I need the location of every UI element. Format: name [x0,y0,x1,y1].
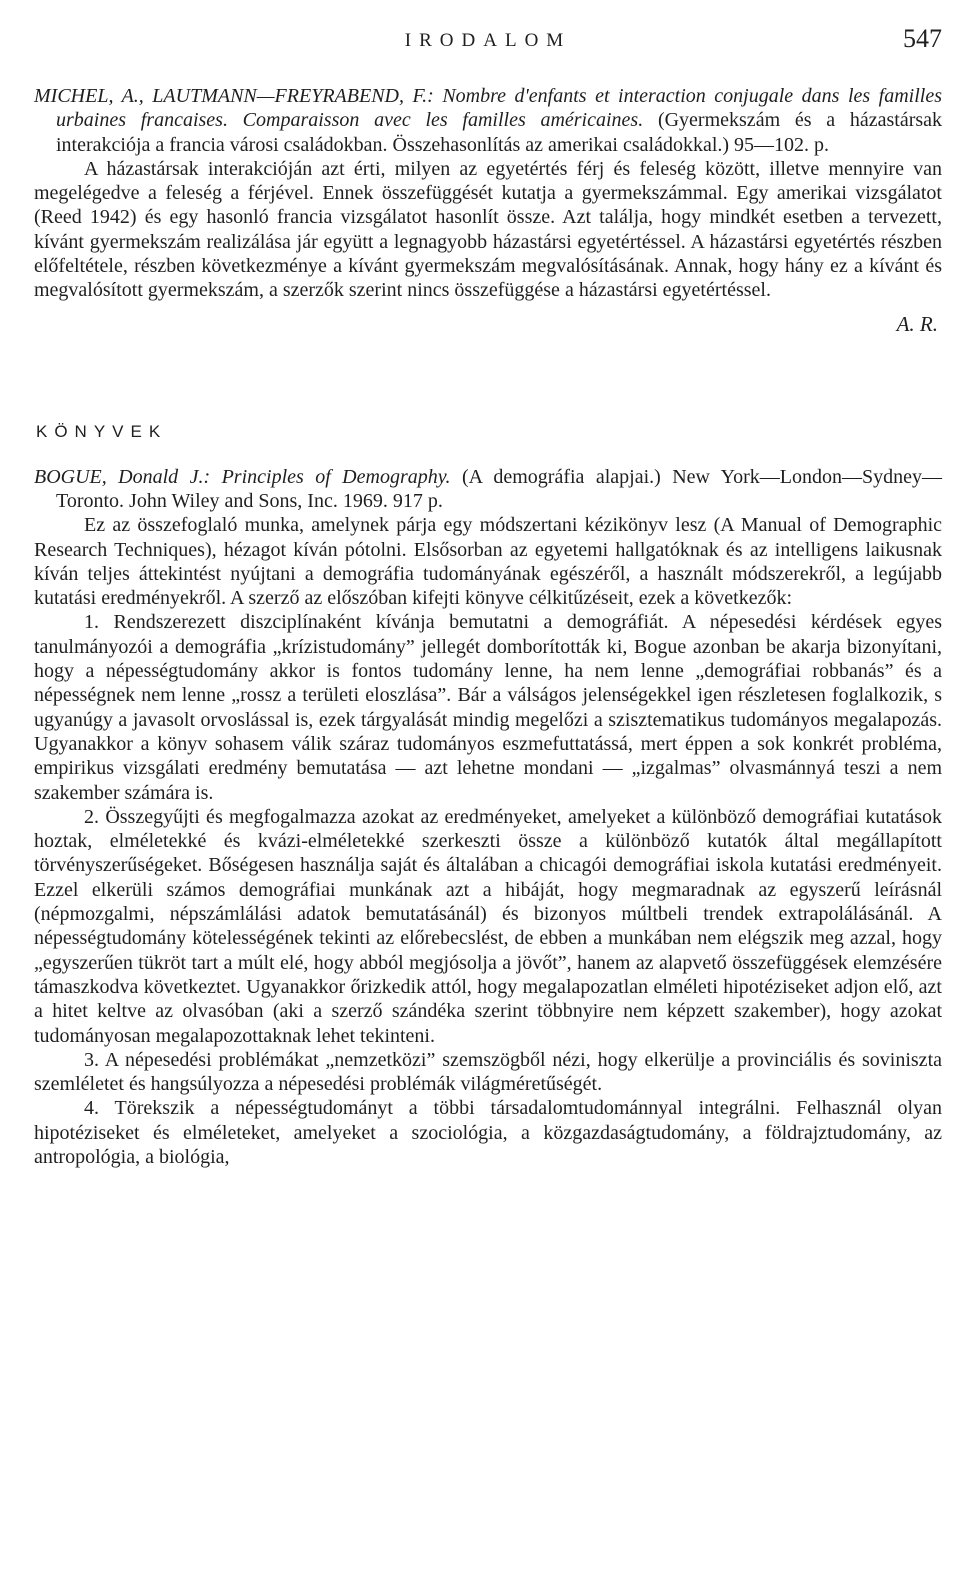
review-2-paragraph-point-1: 1. Rendszerezett diszciplínaként kívánja bemutatni a demográfiát. A népesedési kérdések egyes tanulmányozói a demográfia „krízistudomány” jellegét domborították ki, Bogue azonban be akarja bizonyítani, hogy a népességtudomány akkor is fontos tudomány lenne, ha nem lenne „demográfiai robbanás” és a népességnek nem lenne „rossz a területi eloszlása”. Bár a válságos jelenségekkel igen részletesen foglalkozik, s ugyanúgy a javasolt orvoslással is, ezek tárgyalását mindig megelőzi a szisztematikus tudományos megalapozás. Ugyanakkor a könyv sohasem válik száraz tudományos eszmefuttatássá, mert éppen a sok konkrét probléma, empirikus vizsgálati eredmény bemutatása — azt lehetne mondani — „izgalmas” olvasmánnyá teszi a nem szakember számára is. [34,611,942,804]
review-1-author: MICHEL, A., LAUTMANN—FREYRABEND, F.: [34,85,434,107]
review-2-citation [34,465,942,514]
review-1-body: A házastársak interakcióján azt érti, milyen az egyetértés férj és feleség között, illetve mennyire van megelégedve a feleség a férjével. Ennek összefüggését kutatja a gyermekszámmal. Egy amerikai vizsgálatot (Reed 1942) és egy hasonló francia vizsgálatot hasonlít össze. Azt találja, hogy mindkét esetben a tervezett, kívánt gyermekszám realizálása jár együtt a legnagyobb házastársi egyetértéssel. A házastársi egyetértés részben előfeltétele, részben következménye a kívánt gyermekszám megvalósításának. Annak, hogy hány ez a kívánt és megvalósított gyermekszám, a szerzők szerint nincs összefüggése a házastársi egyetértéssel. [34,157,942,302]
review-1-citation-rest: (Gyermekszám és a házastársak interakciója a francia városi családokban. Összehasonlítás az amerikai családokkal.) 95—102. p. [56,109,943,156]
review-2-citation-rest: (A demográfia alapjai.) New York—London—Sydney—Toronto. John Wiley and Sons, Inc. 1969. 917 p. [56,465,942,512]
section-heading: KÖNYVEK [36,421,168,441]
book-page [34,0,942,1169]
page-number: 547 [903,24,942,53]
review-1-citation [34,84,942,157]
review-1-signature: A. R. [896,311,938,336]
review-2-paragraph-point-4: 4. Törekszik a népességtudományt a többi társadalomtudománnyal integrálni. Felhasznál olyan hipotéziseket és elméleteket, amelyeket a szociológia, a közgazdaságtudomány, a földrajztudomány, az antropológia, a biológia, [34,1097,942,1168]
review-2-paragraph-point-3: 3. A népesedési problémákat „nemzetközi” szemszögből nézi, hogy elkerülje a provinciális és soviniszta szemléletet és hangsúlyozza a népesedési problémák világméretűségét. [34,1048,942,1096]
review-2-paragraph-intro: Ez az összefoglaló munka, amelynek párja egy módszertani kézikönyv lesz (A Manual of Demographic Research Techniques), hézagot kíván pótolni. Elsősorban az egyetemi hallgatóknak és az intelligens laikusnak kíván teljes áttekintést nyújtani a demográfia tudományának egészéről, a használt módszerekről, a legújabb kutatási eredményekről. A szerző az előszóban kifejti könyve célkitűzéseit, ezek a következők: [34,514,942,610]
review-2-title: Principles of Demography. [221,465,451,488]
review-2-paragraph-point-2: 2. Összegyűjti és megfogalmazza azokat az eredményeket, amelyeket a különböző demográfiai kutatások hoztak, elméletekké és kvázi-elméletekké szerkeszti össze a különböző kutatók által megállapított törvényszerűségeket. Bőségesen használja saját és általában a chicagói demográfiai iskola kutatási eredményeit. Ezzel elkerüli számos demográfiai munkának azt a hibáját, hogy megmaradnak az egyszerű leírásnál (népmozgalmi, népszámlálási adatok bemutatásánál) és bizonyos múltbeli trendek extrapolálásánál. A népességtudomány kötelességének tekinti az előrebecslést, de ebben a munkában nem elégszik meg azzal, hogy „egyszerűen tükröt tart a múlt elé, hogy abból megjósolja a jövőt”, hanem az alapvető összefüggések elemzésére támaszkodva következtet. Ugyanakkor őrizkedik attól, hogy megalapozatlan elméleti hipotéziseket adjon elő, azt a hitet keltve az olvasóban (aki a szerző szándéka szerint többnyire nem képzett szakember), hogy azokat tudományosan megalapozottaknak lehet tekinteni. [34,805,942,1047]
running-head [34,0,942,66]
review-2-author: BOGUE, Donald J.: [34,465,211,488]
review-1-title: Nombre d'enfants et interaction conjugale dans les familles urbaines francaises. Comparaisson avec les familles américaines. [56,85,942,132]
running-title: IRODALOM [404,30,572,51]
